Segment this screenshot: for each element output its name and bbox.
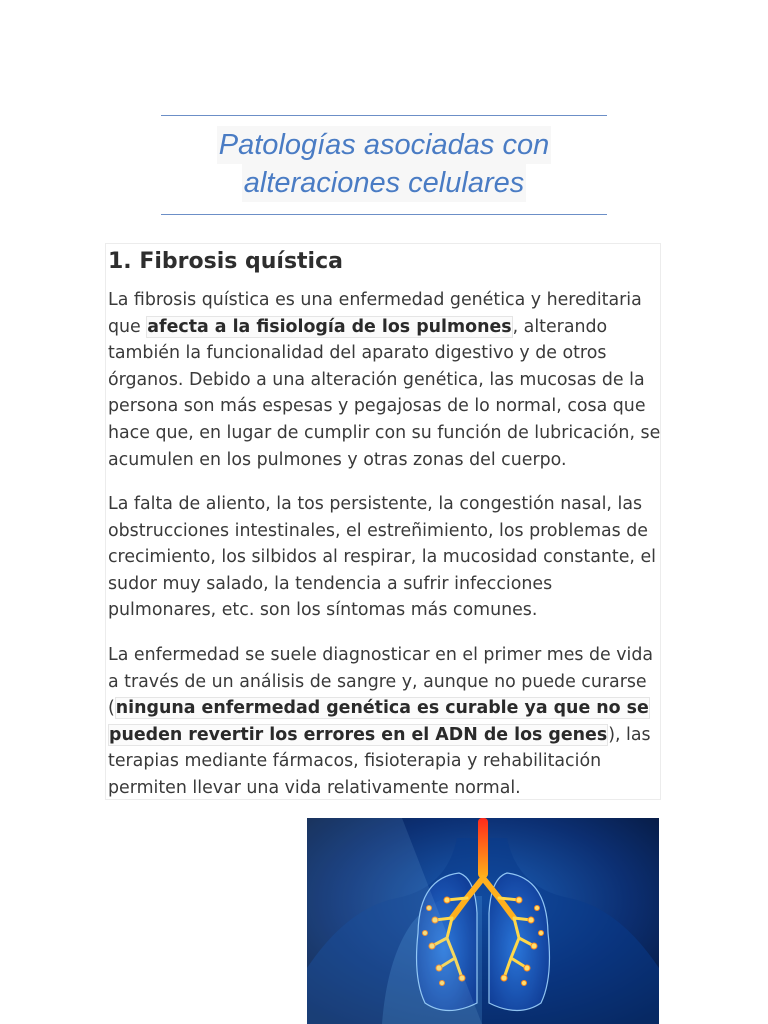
paragraph-3-line: terapias mediante fármacos, fisioterapia y rehabilitación	[108, 751, 602, 772]
paragraph-1-line: órganos. Debido a una alteración genética, las mucosas de la	[108, 369, 645, 390]
text-fragment: , alterando	[512, 316, 608, 337]
paragraph-2-line: La falta de aliento, la tos persistente, la congestión nasal, las	[108, 494, 643, 514]
bold-highlight: afecta a la fisiología de los pulmones	[147, 316, 512, 337]
paragraph-3-line	[108, 695, 664, 722]
paragraph-3	[108, 642, 664, 802]
lungs-illustration-art	[307, 818, 659, 1024]
page-title-line-2: alteraciones celulares	[242, 164, 526, 202]
page-title	[161, 126, 607, 202]
paragraph-1-line: también la funcionalidad del aparato digestivo y de otros	[108, 343, 607, 364]
section-heading: 1. Fibrosis quística	[108, 249, 343, 274]
paragraph-2-line: obstrucciones intestinales, el estreñimiento, los problemas de	[108, 520, 649, 541]
paragraph-2	[108, 491, 664, 624]
lungs-illustration	[307, 818, 659, 1024]
paragraph-1-line: persona son más espesas y pegajosas de lo normal, cosa que	[108, 396, 646, 417]
paragraph-3-line	[108, 722, 664, 749]
paragraph-1	[108, 287, 664, 473]
page-title-line-1: Patologías asociadas con	[217, 126, 552, 164]
text-fragment: ), las	[608, 724, 651, 745]
paragraph-3-line: La enfermedad se suele diagnosticar en el primer mes de vida	[108, 645, 654, 665]
bold-highlight: pueden revertir los errores en el ADN de los genes	[109, 724, 608, 745]
bold-highlight: ninguna enfermedad genética es curable ya que no se	[115, 698, 649, 719]
paragraph-1-line: La fibrosis quística es una enfermedad genética y hereditaria	[108, 290, 642, 310]
text-fragment: que	[108, 316, 147, 337]
paragraph-1-line: hace que, en lugar de cumplir con su función de lubricación, se	[108, 422, 661, 443]
paragraph-1-line	[108, 314, 664, 341]
paragraph-2-line: crecimiento, los silbidos al respirar, la mucosidad constante, el	[108, 547, 656, 568]
paragraph-1-line: acumulen en los pulmones y otras zonas del cuerpo.	[108, 449, 567, 470]
paragraph-3-line: permiten llevar una vida relativamente normal.	[108, 777, 521, 798]
title-top-rule	[161, 115, 607, 116]
paragraph-3-line: a través de un análisis de sangre y, aunque no puede curarse	[108, 671, 647, 692]
paragraph-2-line: sudor muy salado, la tendencia a sufrir infecciones	[108, 573, 553, 594]
paragraph-2-line: pulmonares, etc. son los síntomas más comunes.	[108, 600, 538, 621]
article-box	[105, 243, 661, 800]
text-fragment: (	[108, 698, 115, 719]
title-bottom-rule	[161, 214, 607, 215]
